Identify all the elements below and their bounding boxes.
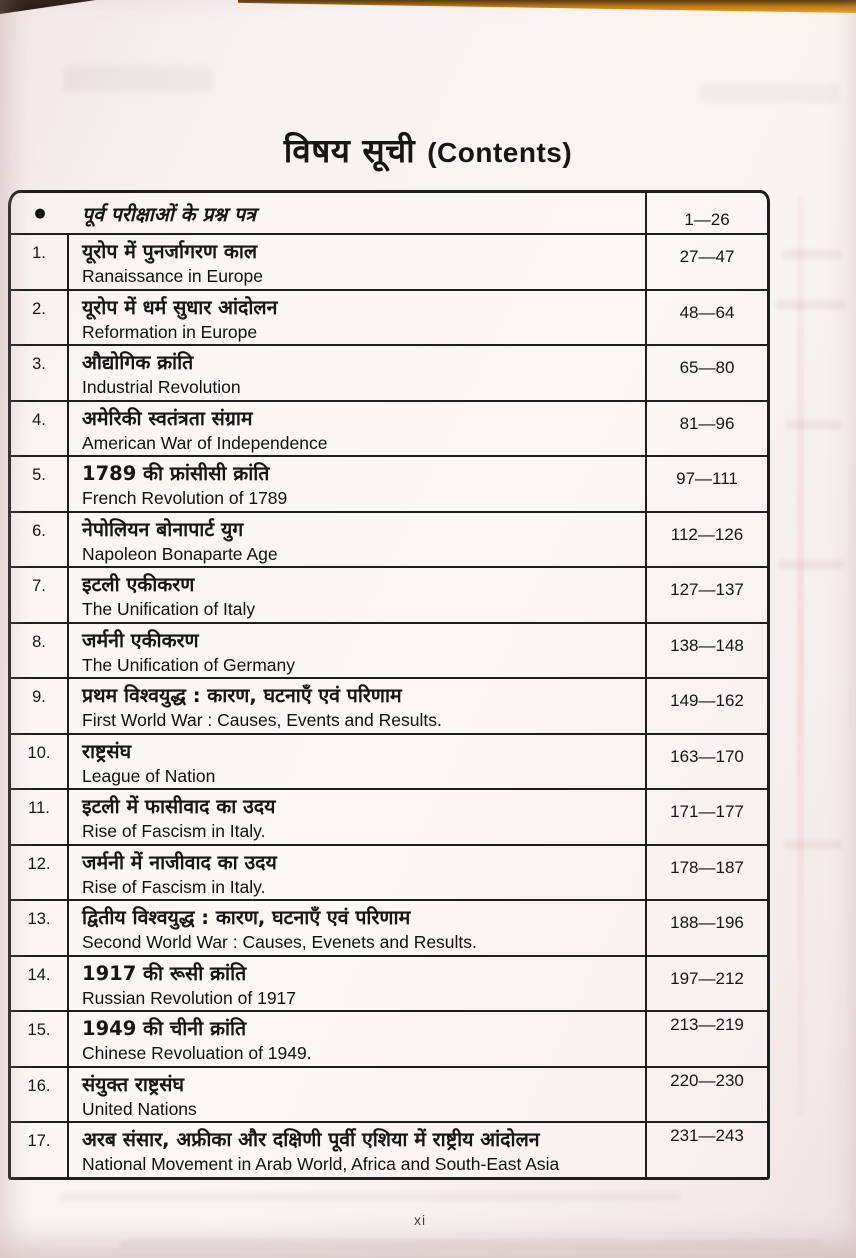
page-range: 149—162 [670,691,744,710]
chapter-title-hindi: यूरोप में पुनर्जागरण काल [82,240,258,263]
chapter-pages-cell [645,679,767,733]
chapter-number-cell [11,346,69,400]
toc-row [11,733,767,789]
chapter-title-cell [69,346,645,400]
chapter-number-cell [11,291,69,345]
chapter-title-hindi: प्रथम विश्वयुद्ध : कारण, घटनाएँ एवं परिणाम [82,684,402,707]
bleed-through-streak [797,195,804,1115]
page-range: 81—96 [679,413,735,433]
bleed-through-artifact [778,560,844,569]
bleed-through-artifact [786,420,841,429]
chapter-number: 6. [32,521,46,540]
chapter-number-cell [11,735,69,789]
chapter-title-cell [69,1068,645,1122]
bleed-through-artifact [782,250,842,259]
page-range: 213—219 [670,1015,744,1034]
chapter-pages-cell [645,235,767,289]
chapter-number: 17. [27,1132,51,1150]
chapter-title-cell [69,235,645,289]
chapter-pages-cell [645,846,767,900]
toc-row [11,400,767,456]
chapter-pages-cell [645,624,767,678]
chapter-title-english: Chinese Revoluation of 1949. [82,1043,312,1063]
page-range: 197—212 [670,968,744,988]
page-range: 48—64 [679,302,735,322]
chapter-title-english: United Nations [82,1098,197,1119]
chapter-title-hindi: अमेरिकी स्वतंत्रता संग्राम [82,406,253,430]
chapter-number: 3. [32,355,46,373]
chapter-number-cell [11,790,69,844]
page-title-hindi: विषय सूची [283,131,416,170]
chapter-pages-cell [645,568,767,622]
toc-header-label-cell [69,193,645,233]
chapter-number: 5. [32,466,46,484]
toc-row [11,788,767,844]
toc-row [11,1010,767,1066]
chapter-title-hindi: संयुक्त राष्ट्रसंघ [82,1072,184,1096]
toc-row [11,233,767,289]
chapter-title-english: League of Nation [82,765,216,786]
chapter-title-hindi: जर्मनी एकीकरण [82,628,199,652]
scan-artifact [700,84,840,102]
page-range: 27—47 [679,247,735,266]
chapter-number: 13. [27,910,51,928]
chapter-number: 15. [27,1021,51,1039]
chapter-title-english: Industrial Revolution [82,377,241,397]
toc-row [11,455,767,511]
chapter-number-cell [11,1123,69,1177]
chapter-title-cell [69,624,645,678]
chapter-title-english: The Unification of Italy [82,599,256,619]
page-title [0,127,856,172]
chapter-title-cell [69,1012,645,1066]
chapter-title-english: Napoleon Bonaparte Age [82,543,278,564]
page-range: 112—126 [670,524,744,544]
chapter-number: 14. [27,965,51,984]
chapter-title-english: The Unification of Germany [82,654,296,675]
page-range: 65—80 [679,358,735,377]
chapter-number-cell [11,1012,69,1066]
chapter-pages-cell [645,291,767,345]
chapter-number-cell [11,679,69,733]
page-range: 138—148 [670,635,744,655]
chapter-number-cell [11,457,69,511]
chapter-title-hindi: इटली एकीकरण [82,573,195,596]
chapter-title-english: Second World War : Causes, Evenets and Results. [82,932,477,952]
chapter-title-cell [69,513,645,567]
toc-row [11,511,767,567]
chapter-title-hindi: 1949 की चीनी क्रांति [82,1017,247,1040]
chapter-title-hindi: 1917 की रूसी क्रांति [82,961,247,985]
toc-row [11,844,767,900]
bleed-through-artifact [776,300,846,309]
chapter-title-english: Reformation in Europe [82,321,258,342]
chapter-title-hindi: द्वितीय विश्वयुद्ध : कारण, घटनाएँ एवं परिणाम [82,906,411,929]
page-range: 171—177 [670,802,744,821]
chapter-title-cell [69,790,645,844]
toc-row [11,1121,767,1177]
toc-row [11,677,767,733]
chapter-number: 16. [27,1076,51,1095]
chapter-number: 9. [32,688,46,706]
chapter-pages-cell [645,790,767,844]
chapter-title-cell [69,901,645,955]
page-range: 127—137 [670,580,744,599]
chapter-title-hindi: इटली में फासीवाद का उदय [82,795,276,818]
chapter-title-hindi: औद्योगिक क्रांति [82,351,194,374]
chapter-number: 10. [27,743,51,762]
chapter-title-cell [69,568,645,622]
toc-row [11,622,767,678]
chapter-title-cell [69,1123,645,1177]
chapter-title-hindi: राष्ट्रसंघ [82,739,132,763]
chapter-title-cell [69,735,645,789]
chapter-number: 4. [32,410,46,429]
scan-artifact [62,66,212,92]
chapter-number-cell [11,624,69,678]
chapter-title-english: First World War : Causes, Events and Results. [82,710,442,730]
toc-header-label: पूर्व परीक्षाओं के प्रश्न पत्र [82,202,256,226]
chapter-title-english: American War of Independence [82,432,328,453]
chapter-pages-cell [645,1012,767,1066]
contents-table [8,190,770,1180]
bullet-icon: ● [34,205,46,221]
chapter-number-cell [11,568,69,622]
chapter-pages-cell [645,901,767,955]
page-range: 97—111 [676,469,738,488]
chapter-title-hindi: यूरोप में धर्म सुधार आंदोलन [82,295,278,319]
book-cover-corner [0,0,96,14]
chapter-number: 8. [32,632,46,651]
chapter-title-english: Russian Revolution of 1917 [82,987,297,1008]
page-range: 188—196 [670,913,744,932]
chapter-number-cell [11,957,69,1011]
chapter-number: 11. [28,799,50,817]
toc-header-pages [645,193,767,233]
chapter-pages-cell [645,513,767,567]
scan-artifact [120,1240,820,1249]
toc-row [11,1066,767,1122]
chapter-number: 1. [32,244,46,262]
toc-row [11,899,767,955]
chapter-pages-cell [645,1068,767,1122]
chapter-pages-cell [645,402,767,456]
page-range: 163—170 [670,746,744,766]
chapter-title-hindi: जर्मनी में नाजीवाद का उदय [82,850,277,874]
chapter-title-cell [69,402,645,456]
chapter-title-english: Rise of Fascism in Italy. [82,876,266,897]
chapter-title-english: National Movement in Arab World, Africa and South-East Asia [82,1154,560,1174]
chapter-title-english: French Revolution of 1789 [82,488,288,508]
scan-artifact [60,1192,680,1202]
chapter-title-hindi: नेपोलियन बोनापार्ट युग [82,517,244,541]
book-cover-edge [238,0,856,13]
chapter-number-cell [11,513,69,567]
chapter-title-english: Ranaissance in Europe [82,266,263,286]
chapter-number: 12. [27,854,51,873]
chapter-number-cell [11,235,69,289]
chapter-title-hindi: अरब संसार, अफ्रीका और दक्षिणी पूर्वी एशिया में राष्ट्रीय आंदोलन [82,1128,540,1151]
toc-row [11,289,767,345]
chapter-pages-cell [645,957,767,1011]
toc-rows [11,233,767,1177]
chapter-title-cell [69,846,645,900]
bullet-cell [11,193,69,233]
chapter-title-cell [69,957,645,1011]
page-range: 231—243 [670,1126,744,1145]
chapter-number-cell [11,1068,69,1122]
chapter-title-english: Rise of Fascism in Italy. [82,821,266,841]
chapter-number-cell [11,846,69,900]
toc-row [11,566,767,622]
chapter-title-cell [69,457,645,511]
bleed-through-artifact [784,840,842,849]
chapter-number: 2. [32,299,46,318]
chapter-pages-cell [645,457,767,511]
chapter-title-cell [69,679,645,733]
toc-row [11,955,767,1011]
page-range: 220—230 [670,1070,744,1090]
chapter-pages-cell [645,735,767,789]
chapter-pages-cell [645,346,767,400]
chapter-number-cell [11,402,69,456]
chapter-pages-cell [645,1123,767,1177]
page-range: 178—187 [670,857,744,877]
chapter-title-hindi: 1789 की फ्रांसीसी क्रांति [82,462,270,485]
page-range: 1—26 [684,210,730,229]
toc-row [11,344,767,400]
folio-page-number: xi [413,1212,427,1228]
chapter-number: 7. [32,577,46,595]
chapter-title-cell [69,291,645,345]
page-title-latin: (Contents) [427,137,573,168]
chapter-number-cell [11,901,69,955]
toc-header-row [11,193,767,233]
